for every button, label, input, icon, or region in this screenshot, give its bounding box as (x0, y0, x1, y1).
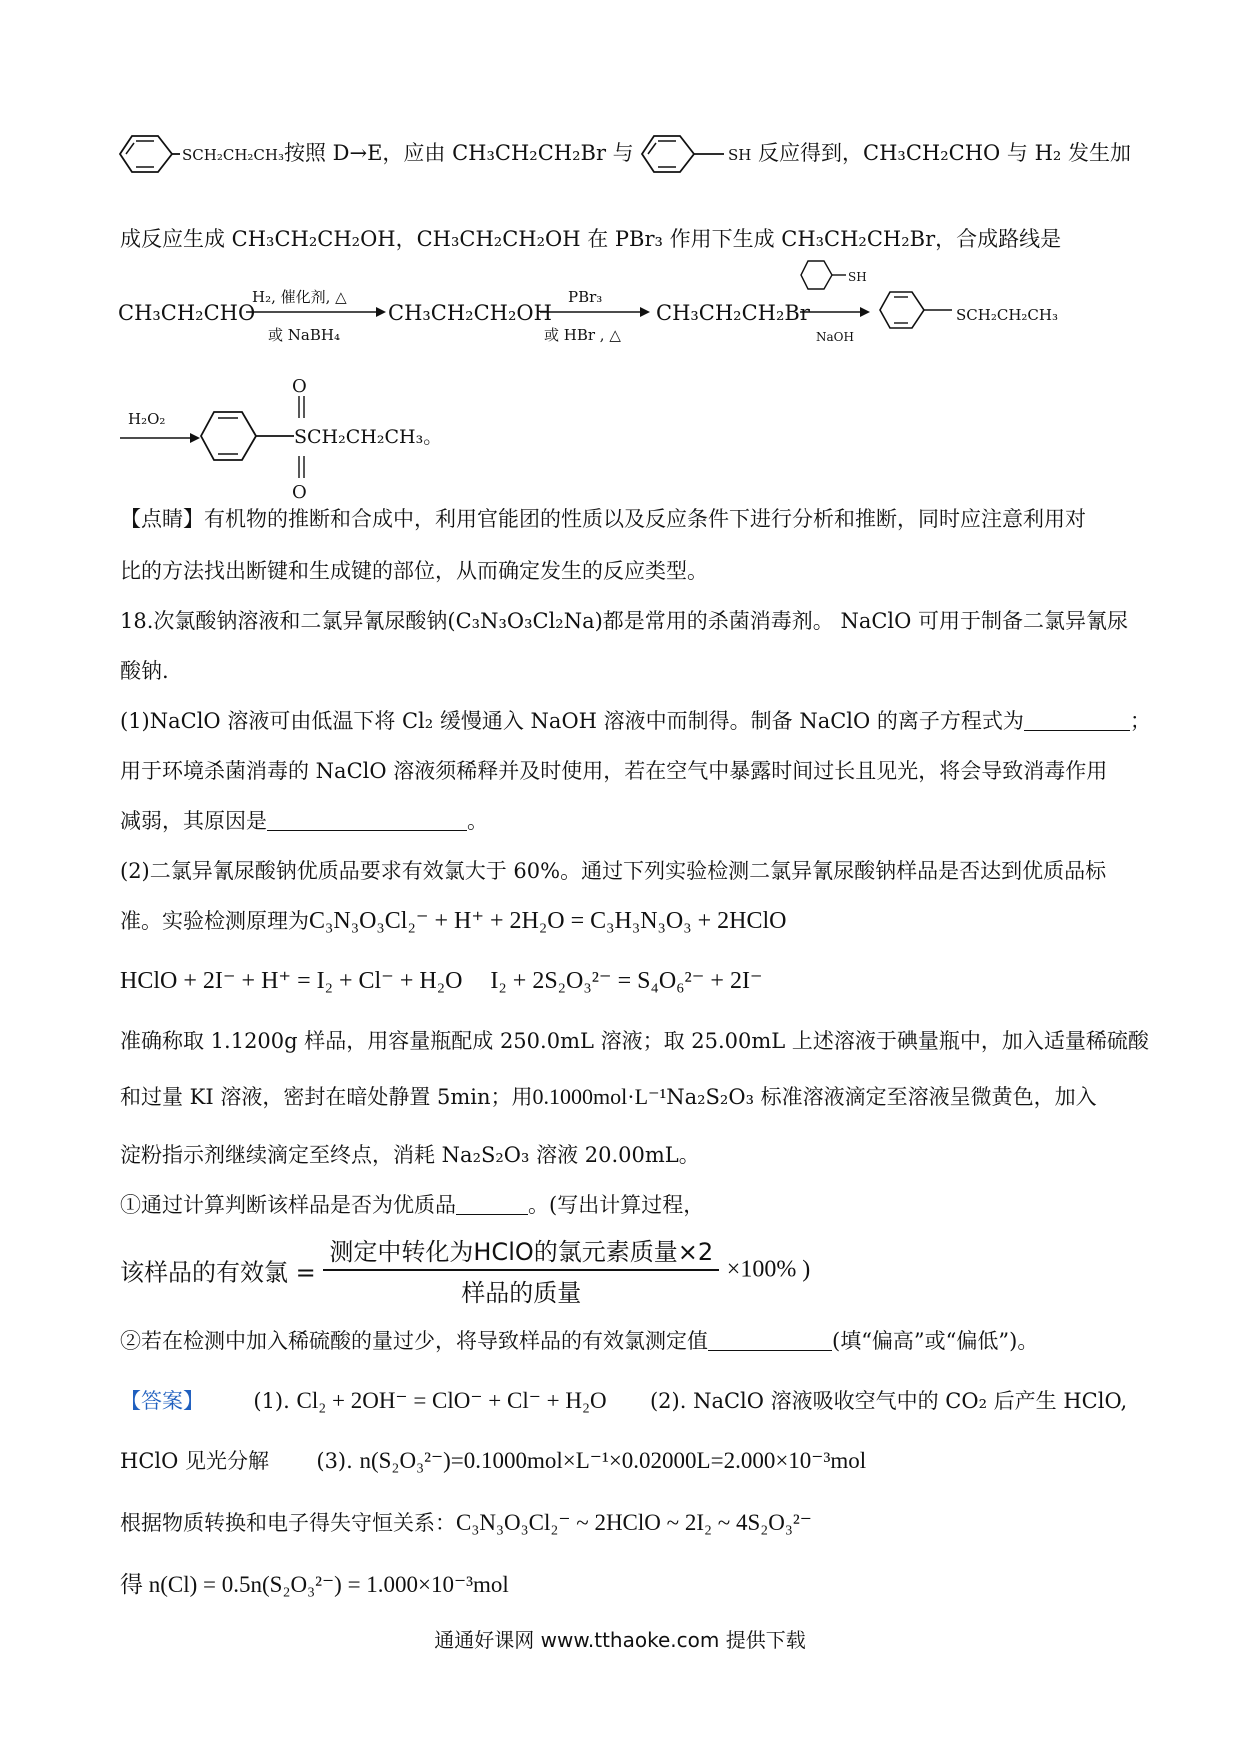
q18-p2-line-4 (120, 1082, 1130, 1112)
sub1-end: 。(写出计算过程， (528, 1193, 705, 1217)
benzene-ring-icon (800, 258, 850, 292)
answer-1-label: (1). (253, 1389, 290, 1413)
route-c4: H₂O₂ (128, 410, 166, 428)
answer-line-2 (120, 1446, 1130, 1476)
q18-p2-line-1: (2)二氯异氰尿酸钠优质品要求有效氯大于 60%。通过下列实验检测二氯异氰尿酸钠样品是否达到优质品标 (120, 859, 1107, 883)
route-s3: CH₃CH₂CH₂Br (656, 301, 810, 325)
benzene-ring-icon (118, 130, 180, 178)
q18-equations (120, 966, 1130, 996)
sub2-end: (填“偏高”或“偏低”)。 (832, 1329, 1039, 1353)
answer-2-text: NaClO 溶液吸收空气中的 CO₂ 后产生 HClO, (693, 1389, 1128, 1413)
answer-2-cont: HClO 见光分解 (120, 1449, 269, 1473)
formula-lhs: 该样品的有效氯 = (120, 1258, 316, 1287)
sub2-text: ②若在检测中加入稀硫酸的量过少，将导致样品的有效氯测定值 (120, 1329, 708, 1353)
substituent: SCH₂CH₂CH₃ (182, 146, 284, 164)
q18-sub2 (120, 1326, 1130, 1356)
q18-p1-line-1 (120, 706, 1151, 736)
line-1b (728, 138, 1130, 170)
route-c1-top: H₂, 催化剂, △ (252, 288, 347, 306)
concentration: 0.1000mol·L⁻¹ (532, 1084, 667, 1109)
q18-p2-line-5: 淀粉指示剂继续滴定至终点，消耗 Na₂S₂O₃ 溶液 20.00mL。 (120, 1143, 700, 1167)
answer-tag: 【答案】 (120, 1389, 204, 1413)
effective-chlorine-formula (120, 1232, 810, 1308)
benzene-ring-icon (640, 130, 726, 178)
reaction-arrow (246, 306, 386, 318)
formula-fraction (323, 1232, 719, 1308)
sh-group: SH (728, 146, 752, 164)
equation-1: C₃N₃O₃Cl₂⁻ + H⁺ + 2H₂O = C₃H₃N₃O₃ + 2HClO (309, 908, 787, 934)
q18-line-2: 酸钠. (120, 659, 169, 683)
line-1-text-a: 按照 D→E，应由 CH₃CH₂CH₂Br 与 (284, 141, 634, 165)
tip-line-2: 比的方法找出断键和生成键的部位，从而确定发生的反应类型。 (120, 559, 708, 583)
sub1-text: ①通过计算判断该样品是否为优质品 (120, 1193, 456, 1217)
route-s1: CH₃CH₂CHO (118, 301, 256, 325)
p1-l3-end: 。 (467, 809, 488, 833)
p1-l3-text: 减弱，其原因是 (120, 809, 267, 833)
oxygen-bottom: O (292, 482, 307, 503)
reaction-arrow (800, 306, 870, 318)
route-c1-bot: 或 NaBH₄ (268, 326, 340, 344)
page-footer: 通通好课网 www.tthaoke.com 提供下载 (434, 1628, 806, 1652)
tip-text-1: 有机物的推断和合成中，利用官能团的性质以及反应条件下进行分析和推断，同时应注意利用对 (204, 507, 1086, 531)
q18-sub1 (120, 1190, 1130, 1220)
q18-p2-line-3: 准确称取 1.1200g 样品，用容量瓶配成 250.0mL 溶液；取 25.00mL 上述溶液于碘量瓶中，加入适量稀硫酸 (120, 1029, 1149, 1053)
answer-1-equation: Cl₂ + 2OH⁻ = ClO⁻ + Cl⁻ + H₂O (296, 1388, 607, 1413)
route-c3-bot: NaOH (816, 330, 854, 344)
formula-denominator: 样品的质量 (461, 1279, 582, 1307)
route-s2: CH₃CH₂CH₂OH (388, 301, 552, 325)
route-s4: SCH₂CH₂CH₃ (956, 306, 1058, 324)
route-end: 。 (423, 426, 443, 448)
line-1-text-b: 反应得到，CH₃CH₂CHO 与 H₂ 发生加 (758, 141, 1132, 165)
relation-chain: C₃N₃O₃Cl₂⁻ ~ 2HClO ~ 2I₂ ~ 4S₂O₃²⁻ (456, 1510, 812, 1535)
route-s5-text: SCH₂CH₂CH₃ (294, 426, 424, 448)
tip-line-1 (120, 504, 1130, 534)
q18-p2-line-2 (120, 906, 1130, 936)
answer-line-3 (120, 1508, 1130, 1538)
q18-p1-line-3 (120, 806, 1130, 836)
answer-blank (1024, 708, 1130, 731)
benzene-ring-icon (200, 408, 300, 464)
answer-2-label: (2). (649, 1389, 687, 1413)
equation-2: HClO + 2I⁻ + H⁺ = I₂ + Cl⁻ + H₂O (120, 968, 463, 994)
answer-3-label: (3). (316, 1449, 353, 1473)
relation-label: 根据物质转换和电子得失守恒关系： (120, 1511, 456, 1535)
tip-tag: 【点睛】 (120, 507, 204, 531)
benzene-ring-icon (878, 288, 954, 332)
p2-l4-a: 和过量 KI 溶液，密封在暗处静置 5min；用 (120, 1085, 533, 1109)
p1-text: (1)NaClO 溶液可由低温下将 Cl₂ 缓慢通入 NaOH 溶液中而制得。制备 NaClO 的离子方程式为 (120, 709, 1024, 733)
p1-end: ； (1129, 709, 1151, 733)
formula-numerator: 测定中转化为HClO的氯元素质量×2 (323, 1232, 719, 1271)
q18-p1-line-2: 用于环境杀菌消毒的 NaClO 溶液须稀释并及时使用，若在空气中暴露时间过长且见光，将会导致消毒作用 (120, 759, 1108, 783)
reaction-arrow (540, 306, 650, 318)
answer-3-text: n(S₂O₃²⁻)=0.1000mol×L⁻¹×0.02000L=2.000×10⁻³mol (359, 1448, 867, 1473)
reaction-arrow (120, 432, 200, 444)
formula-rhs: ×100% ) (726, 1256, 811, 1283)
line-2: 成反应生成 CH₃CH₂CH₂OH，CH₃CH₂CH₂OH 在 PBr₃ 作用下生成 CH₃CH₂CH₂Br，合成路线是 (120, 227, 1062, 251)
route-s5 (294, 422, 1130, 452)
answer-blank (456, 1192, 528, 1215)
answer-blank (708, 1328, 832, 1351)
p2-l4-b: Na₂S₂O₃ 标准溶液滴定至溶液呈微黄色，加入 (666, 1085, 1097, 1109)
answer-line-1 (120, 1386, 1130, 1416)
equation-3: I₂ + 2S₂O₃²⁻ = S₄O₆²⁻ + 2I⁻ (490, 968, 763, 994)
route-c2-bot: 或 HBr , △ (544, 326, 621, 344)
answer-line-4: 得 n(Cl) = 0.5n(S₂O₃²⁻) = 1.000×10⁻³mol (120, 1572, 509, 1597)
p2-l2-text: 准。实验检测原理为 (120, 909, 309, 933)
q18-line-1: 18.次氯酸钠溶液和二氯异氰尿酸钠(C₃N₃O₃Cl₂Na)都是常用的杀菌消毒剂。 NaClO 可用于制备二氯异氰尿 (120, 609, 1129, 633)
answer-blank (267, 808, 467, 831)
route-c2-top: PBr₃ (568, 288, 603, 306)
route-c3-top: SH (848, 270, 867, 284)
oxygen-top: O (292, 376, 307, 397)
